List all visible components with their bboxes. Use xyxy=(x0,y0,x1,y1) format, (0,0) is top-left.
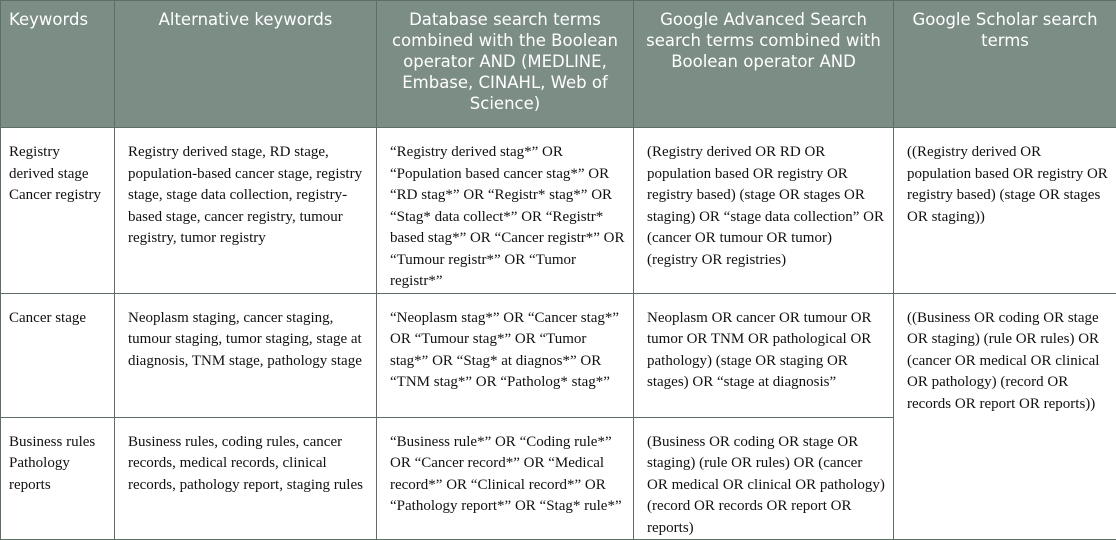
keywords-cell: Business rules Pathology reports xyxy=(1,417,115,540)
google-scholar-cell: ((Business OR coding OR stage OR staging) (rule OR rules) OR (cancer OR medical OR clinical OR pathology) (record OR records OR report OR reports)) xyxy=(894,293,1116,540)
header-keywords: Keywords xyxy=(1,1,115,128)
database-terms-cell: “Registry derived stag*” OR “Population based cancer stag*” OR “RD stag*” OR “Registr* stag*” OR “Stag* data collect*” OR “Registr* based stag*” OR “Cancer registr*” OR “Tumour registr*” OR “Tumor registr*” xyxy=(377,128,634,294)
google-scholar-cell: ((Registry derived OR population based OR registry OR registry based) (stage OR stages OR staging)) xyxy=(894,128,1116,294)
alternative-keywords-cell: Registry derived stage, RD stage, population-based cancer stage, registry stage, stage data collection, registry-based stage, cancer registry, tumour registry, tumor registry xyxy=(115,128,377,294)
header-google-scholar: Google Scholar search terms xyxy=(894,1,1116,128)
google-advanced-cell: (Business OR coding OR stage OR staging) (rule OR rules) OR (cancer OR medical OR clinical OR pathology) (record OR records OR report OR reports) xyxy=(634,417,894,540)
header-database-search-terms: Database search terms combined with the Boolean operator AND (MEDLINE, Embase, CINAHL, Web of Science) xyxy=(377,1,634,128)
alternative-keywords-cell: Business rules, coding rules, cancer records, medical records, clinical records, pathology report, staging rules xyxy=(115,417,377,540)
database-terms-cell: “Neoplasm stag*” OR “Cancer stag*” OR “Tumour stag*” OR “Tumor stag*” OR “Stag* at diagnos*” OR “TNM stag*” OR “Patholog* stag*” xyxy=(377,293,634,417)
keywords-cell: Registry derived stage Cancer registry xyxy=(1,128,115,294)
keywords-cell: Cancer stage xyxy=(1,293,115,417)
header-alternative-keywords: Alternative keywords xyxy=(115,1,377,128)
table-row xyxy=(1,293,1116,417)
table-row xyxy=(1,128,1116,294)
database-terms-cell: “Business rule*” OR “Coding rule*” OR “Cancer record*” OR “Medical record*” OR “Clinical record*” OR “Pathology report*” OR “Stag* rule*” xyxy=(377,417,634,540)
google-advanced-cell: (Registry derived OR RD OR population based OR registry OR registry based) (stage OR stages OR staging) OR “stage data collection” OR (cancer OR tumour OR tumor) (registry OR registries) xyxy=(634,128,894,294)
header-row xyxy=(1,1,1116,128)
google-advanced-cell: Neoplasm OR cancer OR tumour OR tumor OR TNM OR pathological OR pathology) (stage OR staging OR stages) OR “stage at diagnosis” xyxy=(634,293,894,417)
alternative-keywords-cell: Neoplasm staging, cancer staging, tumour staging, tumor staging, stage at diagnosis, TNM stage, pathology stage xyxy=(115,293,377,417)
header-google-advanced-search: Google Advanced Search search terms combined with Boolean operator AND xyxy=(634,1,894,128)
